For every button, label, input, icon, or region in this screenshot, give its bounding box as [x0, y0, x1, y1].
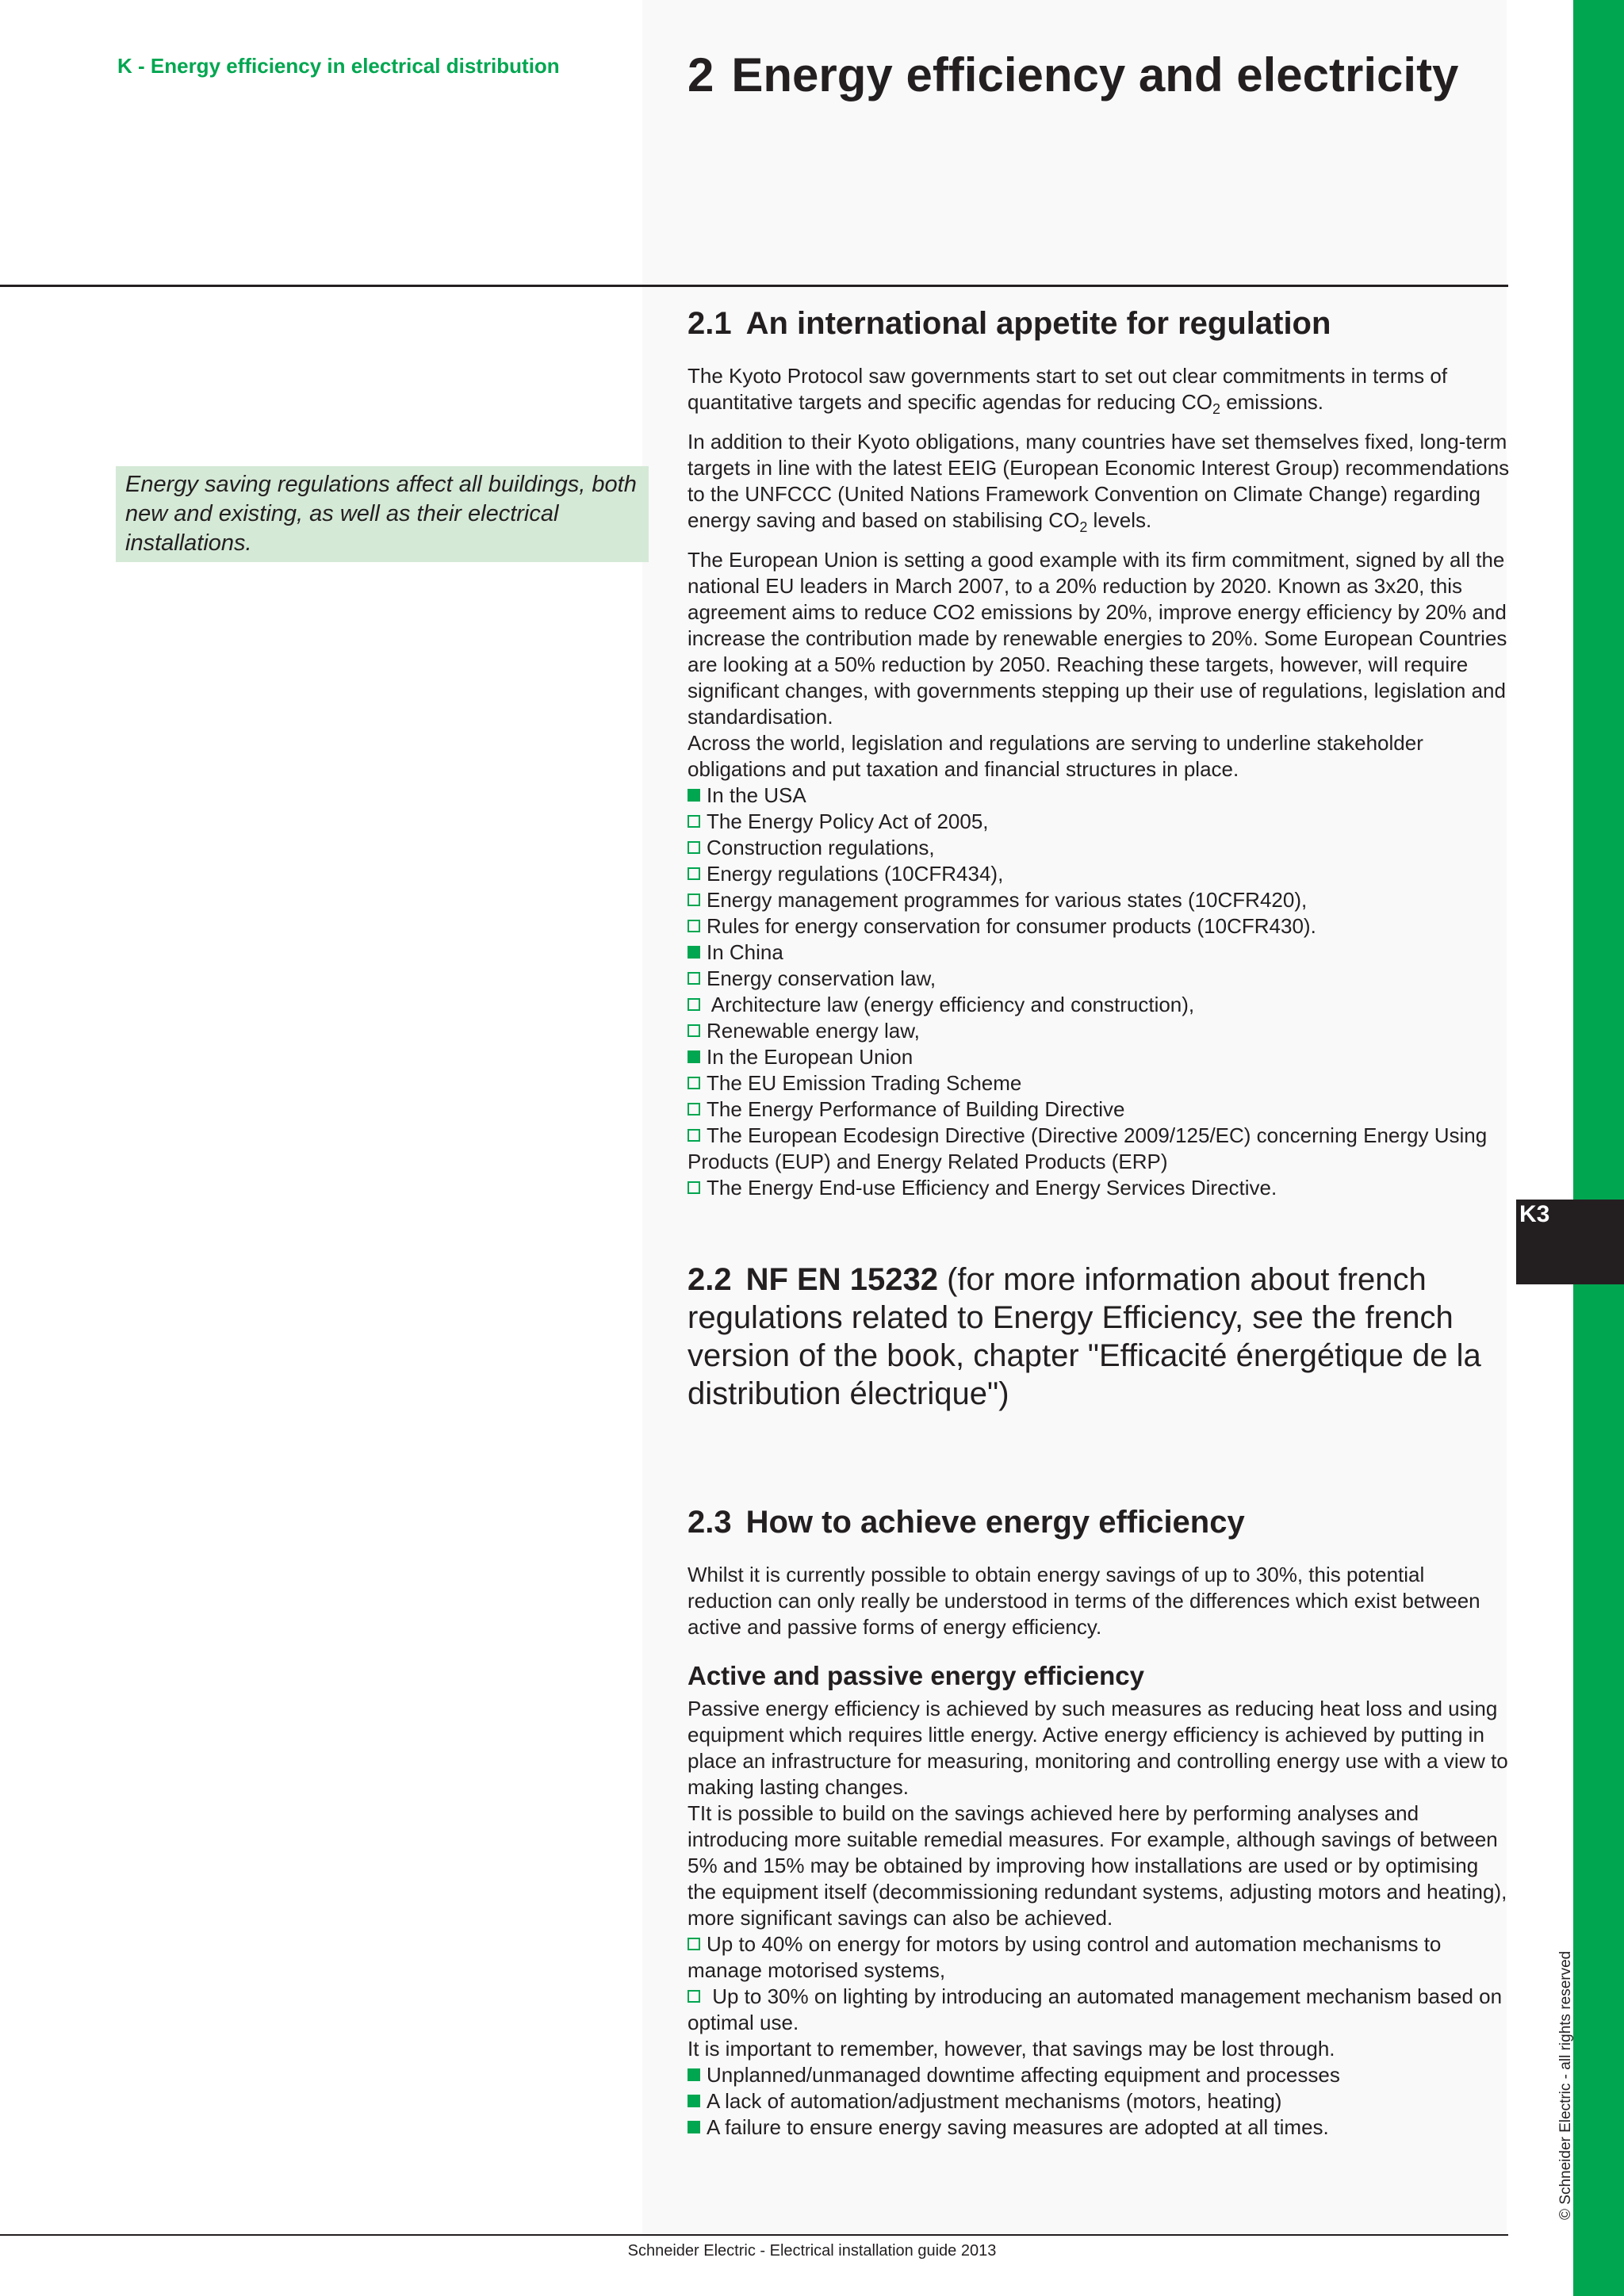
text-run: emissions.	[1220, 390, 1324, 414]
list-item	[688, 1123, 1512, 1175]
list-item-text: A lack of automation/adjustment mechanisms (motors, heating)	[707, 2089, 1282, 2113]
section-title-rest: (for more information about french regulations related to Energy Efficiency, see the french version of the book, chapter "Efficacité énergétique de la distribution électrique")	[688, 1262, 1481, 1411]
list-item	[688, 913, 1512, 939]
page-number: K3	[1519, 1201, 1550, 1227]
text-run: The Kyoto Protocol saw governments start to set out clear commitments in terms of quantitative targets and specific agendas for reducing CO	[688, 364, 1448, 414]
paragraph: Passive energy efficiency is achieved by such measures as reducing heat loss and using equipment which requires little energy. Active energy efficiency is achieved by putting in place an infrastructure for measuring, monitoring and controlling energy use with a view to making lasting changes.	[688, 1697, 1508, 1799]
sidenote: Energy saving regulations affect all buildings, both new and existing, as well as their electrical installations.	[116, 466, 649, 562]
section-number: 2.1	[688, 306, 732, 341]
page-number-tab	[1516, 1200, 1624, 1284]
list-item	[688, 1175, 1512, 1201]
list-item-text: The European Ecodesign Directive (Directive 2009/125/EC) concerning Energy Using Products (EUP) and Energy Related Products (ERP)	[688, 1123, 1488, 1174]
section-2-1	[688, 301, 1512, 1201]
page-footer: Schneider Electric - Electrical installation guide 2013	[627, 2242, 997, 2260]
section-heading	[688, 1261, 1512, 1413]
paragraph: Across the world, legislation and regulations are serving to underline stakeholder obligations and put taxation and financial structures in place.	[688, 731, 1423, 782]
section-number: 2.3	[688, 1505, 732, 1540]
bottom-divider	[0, 2234, 1508, 2236]
list-item-text: Energy conservation law,	[707, 966, 936, 991]
list-item	[688, 2114, 1512, 2141]
list-item-text: Construction regulations,	[707, 836, 935, 860]
paragraph: Whilst it is currently possible to obtain energy savings of up to 30%, this potential reduction can only really be understood in terms of the differences which exist between active and passive forms of energy efficiency.	[688, 1563, 1480, 1639]
open-square-bullet-icon	[688, 920, 700, 932]
list-item-text: Energy regulations (10CFR434),	[707, 862, 1004, 886]
list-item	[688, 835, 1512, 861]
open-square-bullet-icon	[688, 1938, 700, 1950]
filled-square-bullet-icon	[688, 2095, 700, 2107]
list-item-text: In China	[707, 940, 783, 965]
list-item	[688, 783, 1512, 809]
list-item-text: In the European Union	[707, 1045, 914, 1070]
list-item	[688, 1044, 1512, 1070]
filled-square-bullet-icon	[688, 2121, 700, 2133]
open-square-bullet-icon	[688, 1103, 700, 1115]
list-item-text: The Energy End-use Efficiency and Energy Services Directive.	[707, 1176, 1277, 1200]
section-2-2	[688, 1261, 1512, 1413]
text-run: In addition to their Kyoto obligations, many countries have set themselves fixed, long-term targets in line with the latest EEIG (European Economic Interest Group) recommendations to the UNFCCC (United Nations Framework Convention on Climate Change) regarding energy saving and based on stabilising CO	[688, 430, 1510, 533]
filled-square-bullet-icon	[688, 1050, 700, 1063]
side-color-strip	[1573, 0, 1624, 2296]
section-heading	[688, 1500, 1512, 1544]
section-heading	[688, 301, 1512, 346]
list-item-text: Energy management programmes for various states (10CFR420),	[707, 888, 1308, 913]
list-item	[688, 809, 1512, 835]
subheading: Active and passive energy efficiency	[688, 1661, 1144, 1690]
open-square-bullet-icon	[688, 894, 700, 906]
list-item	[688, 1070, 1512, 1096]
risk-list	[688, 2062, 1512, 2141]
section-2-3	[688, 1500, 1512, 2141]
regulation-list	[688, 783, 1512, 1201]
list-item-text: Up to 40% on energy for motors by using control and automation mechanisms to manage motorised systems,	[688, 1932, 1442, 1982]
open-square-bullet-icon	[688, 1181, 700, 1194]
list-item	[688, 2062, 1512, 2088]
open-square-bullet-icon	[688, 1990, 700, 2003]
paragraph	[688, 429, 1512, 541]
subscript: 2	[1212, 401, 1220, 418]
open-square-bullet-icon	[688, 815, 700, 828]
list-item	[688, 992, 1512, 1018]
section-title-bold: NF EN 15232	[745, 1262, 938, 1297]
list-item-text: The EU Emission Trading Scheme	[707, 1071, 1022, 1096]
chapter-title	[688, 48, 1480, 103]
list-item-text: The Energy Policy Act of 2005,	[707, 809, 989, 834]
list-item-text: Up to 30% on lighting by introducing an automated management mechanism based on optimal use.	[688, 1984, 1503, 2034]
list-item-text: Rules for energy conservation for consumer products (10CFR430).	[707, 914, 1316, 939]
list-item	[688, 1096, 1512, 1123]
open-square-bullet-icon	[688, 1024, 700, 1037]
filled-square-bullet-icon	[688, 946, 700, 959]
open-square-bullet-icon	[688, 1129, 700, 1142]
paragraph	[688, 363, 1512, 423]
savings-list	[688, 1931, 1512, 2036]
chapter-title-text: Energy efficiency and electricity	[731, 48, 1459, 101]
top-divider	[0, 285, 1508, 287]
list-item	[688, 939, 1512, 966]
open-square-bullet-icon	[688, 841, 700, 854]
list-item-text: Architecture law (energy efficiency and construction),	[707, 993, 1195, 1017]
section-number: 2.2	[688, 1262, 732, 1297]
section-title: How to achieve energy efficiency	[745, 1505, 1245, 1540]
subscript: 2	[1079, 519, 1088, 536]
list-item	[688, 2088, 1512, 2114]
filled-square-bullet-icon	[688, 2068, 700, 2081]
paragraph: The European Union is setting a good example with its firm commitment, signed by all the national EU leaders in March 2007, to a 20% reduction by 2020. Known as 3x20, this agreement aims to reduce CO2 emissions by 20%, improve energy efficiency by 20% and increase the contribution made by renewable energies to 20%. Some European Countries are looking at a 50% reduction by 2050. Reaching these targets, however, wiIl require significant changes, with governments stepping up their use of regulations, legislation and standardisation.	[688, 548, 1507, 729]
paragraph: It is important to remember, however, that savings may be lost through.	[688, 2037, 1335, 2061]
list-item	[688, 966, 1512, 992]
open-square-bullet-icon	[688, 1077, 700, 1089]
list-item	[688, 1931, 1512, 1984]
chapter-label: K - Energy efficiency in electrical distribution	[117, 54, 560, 78]
list-item-text: A failure to ensure energy saving measures are adopted at all times.	[707, 2115, 1329, 2139]
list-item	[688, 1018, 1512, 1044]
chapter-number: 2	[688, 48, 714, 101]
list-item-text: The Energy Performance of Building Directive	[707, 1097, 1125, 1122]
open-square-bullet-icon	[688, 867, 700, 880]
filled-square-bullet-icon	[688, 789, 700, 802]
open-square-bullet-icon	[688, 972, 700, 985]
list-item	[688, 861, 1512, 887]
paragraph: TIt is possible to build on the savings achieved here by performing analyses and introducing more suitable remedial measures. For example, although savings of between 5% and 15% may be obtained by improving how installations are used or by optimising the equipment itself (decommissioning redundant systems, adjusting motors and heating), more significant savings can also be achieved.	[688, 1801, 1507, 1930]
copyright-notice: © Schneider Electric - all rights reserved	[1557, 1950, 1574, 2220]
list-item-text: Unplanned/unmanaged downtime affecting equipment and processes	[707, 2063, 1340, 2087]
open-square-bullet-icon	[688, 998, 700, 1011]
list-item-text: Renewable energy law,	[707, 1019, 920, 1043]
list-item-text: In the USA	[707, 783, 806, 808]
text-run: levels.	[1087, 508, 1152, 533]
list-item	[688, 1984, 1512, 2036]
section-title: An international appetite for regulation	[745, 306, 1331, 341]
list-item	[688, 887, 1512, 913]
